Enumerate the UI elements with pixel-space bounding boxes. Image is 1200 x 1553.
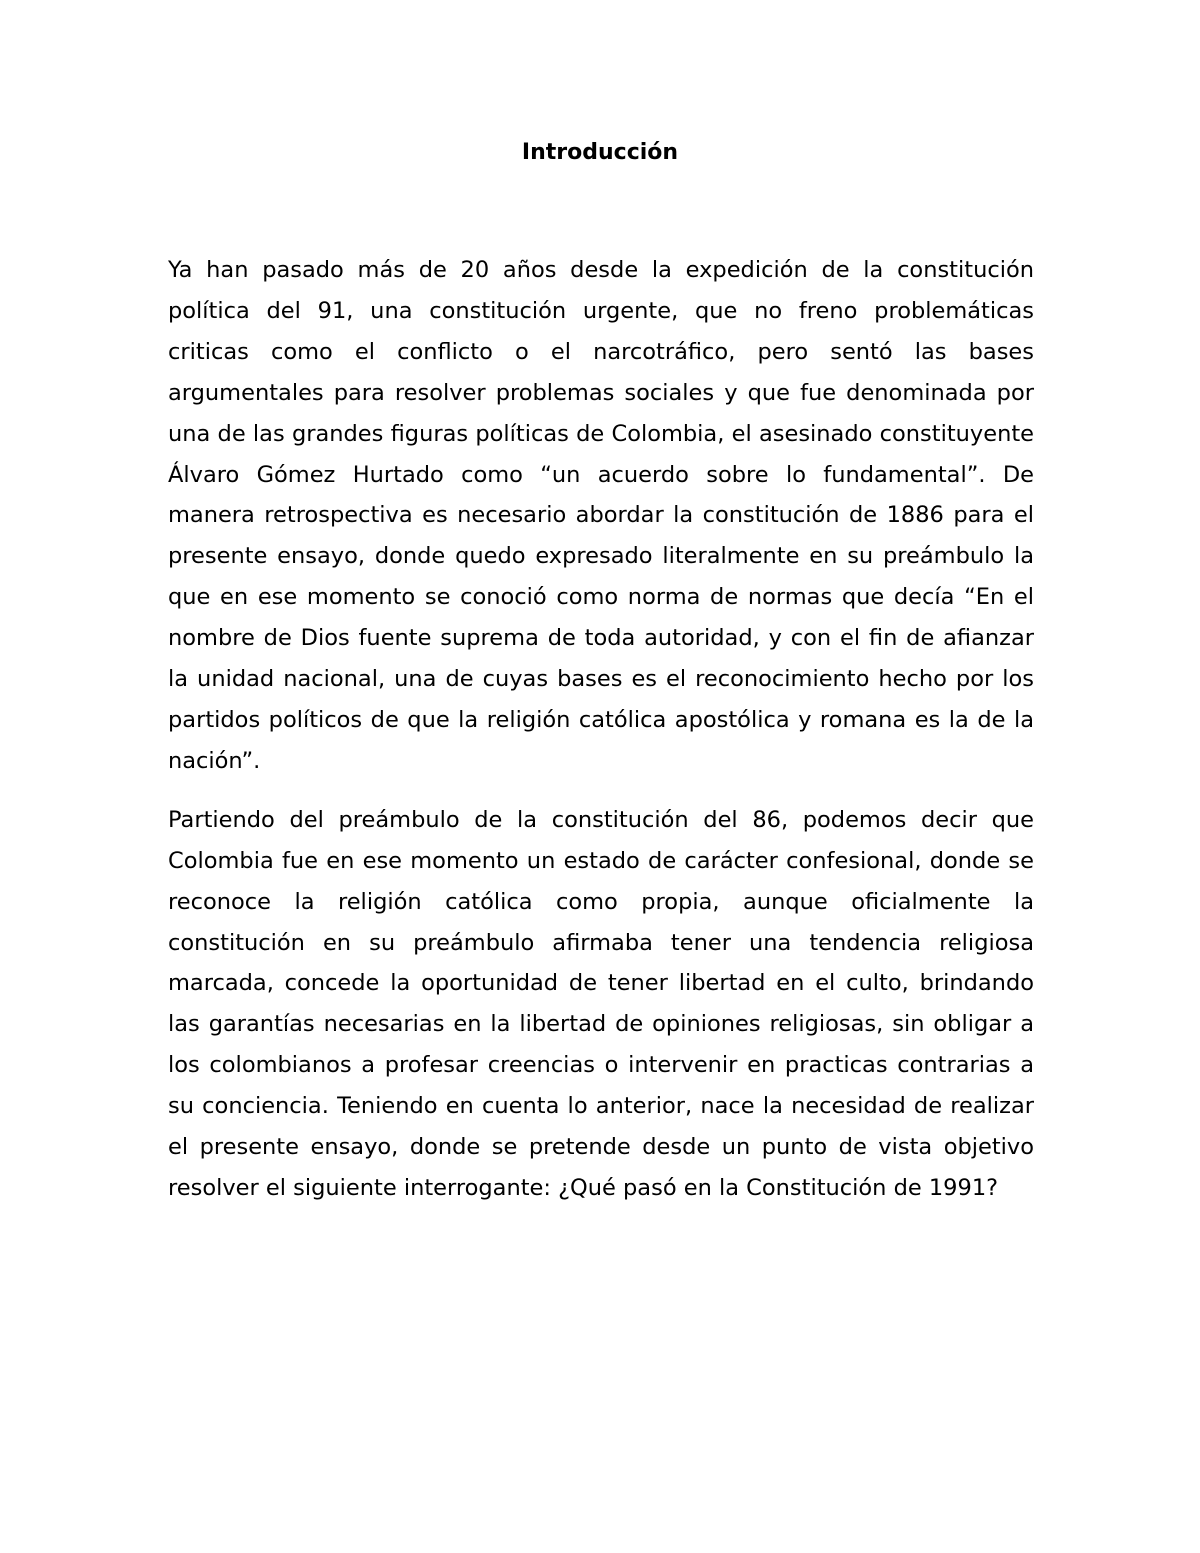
paragraph-2: Partiendo del preámbulo de la constitución del 86, podemos decir que Colombia fue en ese momento un estado de carácter confesional, donde se reconoce la religión católica como propia, aunque oficialmente la constitución en su preámbulo afirmaba tener una tendencia religiosa marcada, concede la oportunidad de tener libertad en el culto, brindando las garantías necesarias en la libertad de opiniones religiosas, sin obligar a los colombianos a profesar creencias o intervenir en practicas contrarias a su conciencia. Teniendo en cuenta lo anterior, nace la necesidad de realizar el presente ensayo, donde se pretende desde un punto de vista objetivo resolver el siguiente interrogante: ¿Qué pasó en la Constitución de 1991? (168, 806, 1034, 1201)
page-title: Introducción (521, 140, 679, 165)
document-body (168, 250, 1034, 1227)
paragraph-1: Ya han pasado más de 20 años desde la expedición de la constitución política del 91, una constitución urgente, que no freno problemáticas criticas como el conflicto o el narcotráfico, pero sentó las bases argumentales para resolver problemas sociales y que fue denominada por una de las grandes figuras políticas de Colombia, el asesinado constituyente Álvaro Gómez Hurtado como “un acuerdo sobre lo fundamental”. De manera retrospectiva es necesario abordar la constitución de 1886 para el presente ensayo, donde quedo expresado literalmente en su preámbulo la que en ese momento se conoció como norma de normas que decía “En el nombre de Dios fuente suprema de toda autoridad, y con el fin de afianzar la unidad nacional, una de cuyas bases es el reconocimiento hecho por los partidos políticos de que la religión católica apostólica y romana es la de la nación”. (168, 257, 1034, 774)
